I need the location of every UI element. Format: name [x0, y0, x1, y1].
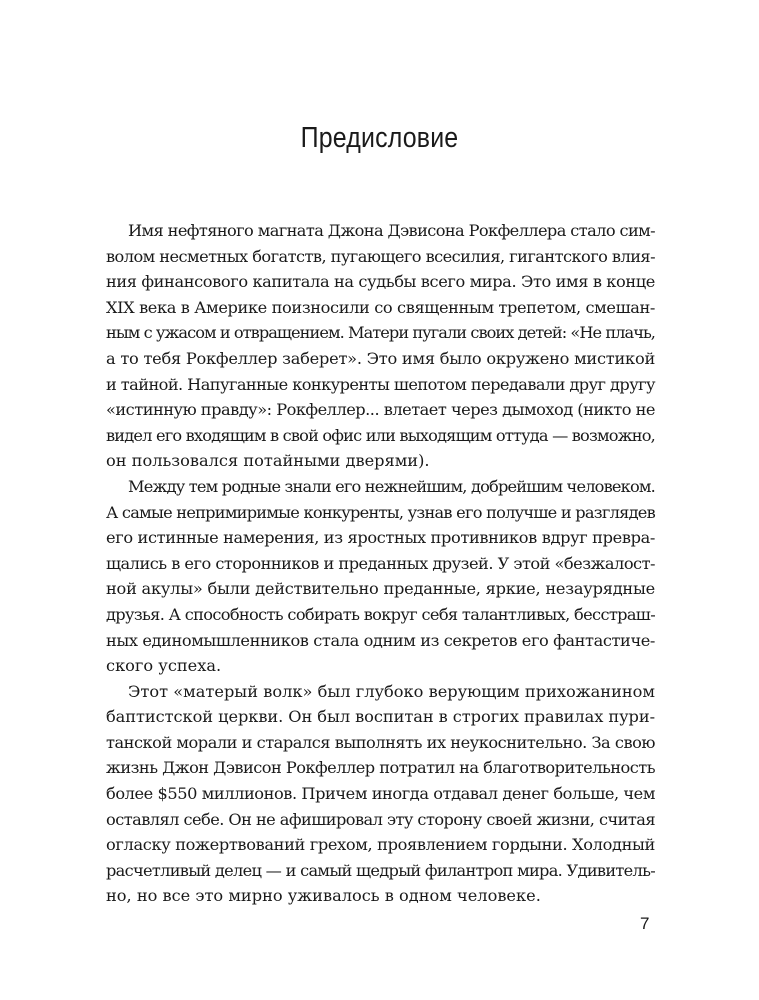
text-line: оставлял себе. Он не афишировал эту сторону своей жизни, считая — [106, 809, 655, 829]
text-line: ния финансового капитала на судьбы всего мира. Это имя в конце — [106, 272, 655, 292]
text-line: а то тебя Рокфеллер заберет». Это имя было окружено мистикой — [106, 348, 655, 368]
text-line: танской морали и старался выполнять их неукоснительно. За свою — [106, 732, 656, 752]
text-line: Имя нефтяного магната Джона Дэвисона Рокфеллера стало сим- — [128, 221, 655, 240]
paragraph — [106, 679, 655, 909]
paragraph — [106, 218, 655, 474]
text-line: ной акулы» были действительно преданные, яркие, незаурядные — [106, 579, 655, 599]
text-line: он пользовался потайными дверями). — [106, 451, 430, 471]
body-text — [106, 218, 655, 909]
text-line: ных единомышленников стала одним из секретов его фантастиче- — [106, 630, 655, 650]
paragraph — [106, 474, 655, 679]
text-line: щались в его сторонников и преданных друзей. У этой «безжалост- — [106, 553, 655, 573]
text-line: огласку пожертвований грехом, проявлением гордыни. Холодный — [106, 835, 655, 855]
text-line: XIX века в Америке поизносили со священным трепетом, смешан- — [106, 297, 655, 317]
text-line: Между тем родные знали его нежнейшим, добрейшим человеком. — [128, 476, 655, 496]
text-line: ского успеха. — [106, 656, 222, 676]
text-line: баптистской церкви. Он был воспитан в строгих правилах пури- — [106, 707, 655, 727]
text-line: А самые непримиримые конкуренты, узнав его получше и разглядев — [106, 502, 655, 522]
text-line: и тайной. Напуганные конкуренты шепотом передавали друг другу — [106, 374, 655, 394]
text-line: жизнь Джон Дэвисон Рокфеллер потратил на благотворительность — [106, 758, 655, 778]
text-line: но, но все это мирно уживалось в одном человеке. — [106, 886, 541, 906]
chapter-title: Предисловие — [300, 122, 459, 154]
text-line: друзья. А способность собирать вокруг себя талантливых, бесстраш- — [106, 604, 655, 624]
text-line: Этот «матерый волк» был глубоко верующим прихожанином — [128, 681, 655, 701]
text-line: волом несметных богатств, пугающего всесилия, гигантского влия- — [106, 246, 655, 266]
text-line: расчетливый делец — и самый щедрый филантроп мира. Удивитель- — [106, 860, 655, 880]
text-line: видел его входящим в свой офис или выходящим оттуда — возможно, — [106, 425, 655, 445]
text-line: его истинные намерения, из яростных противников вдруг превра- — [106, 528, 655, 548]
text-line: «истинную правду»: Рокфеллер... влетает через дымоход (никто не — [106, 400, 655, 420]
page-number: 7 — [640, 914, 650, 933]
text-line: более $550 миллионов. Причем иногда отдавал денег больше, чем — [106, 784, 655, 804]
text-line: ным с ужасом и отвращением. Матери пугали своих детей: «Не плачь, — [106, 323, 655, 343]
